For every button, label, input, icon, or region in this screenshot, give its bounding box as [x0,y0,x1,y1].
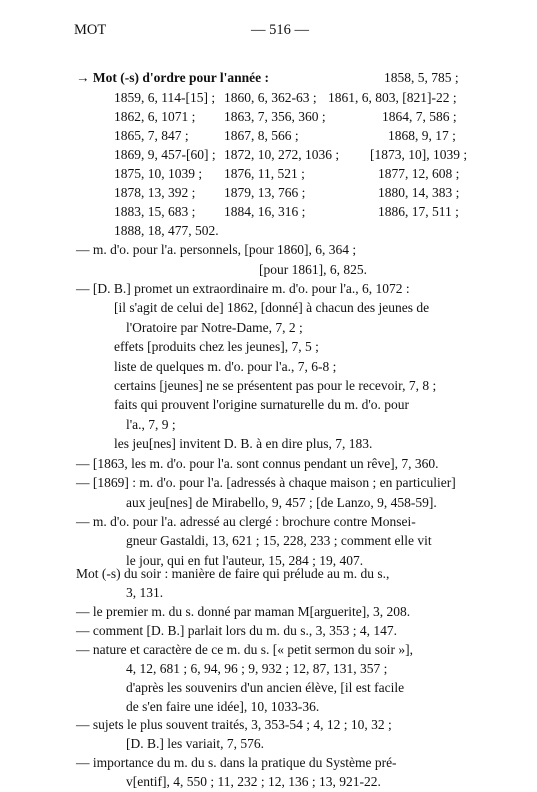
ref: 1862, 6, 1071 ; [114,109,196,124]
entry-line [0,715,537,735]
ref: 1878, 13, 392 ; [114,185,196,200]
entry-text: certains [jeunes] ne se présentent pas pour le recevoir, 7, 8 ; [114,378,437,393]
entry-headword: → Mot (-s) d'ordre pour l'année : [76,70,269,85]
ref: 1888, 18, 477, 502. [114,223,219,238]
ref: 1876, 11, 521 ; [224,166,305,181]
running-title: MOT [74,22,107,38]
ref: 1875, 10, 1039 ; [114,166,203,181]
entry-line [0,512,537,532]
entry-line [0,376,537,396]
ref: 1861, 6, 803, [821]-22 ; [328,90,457,105]
ref: 1865, 7, 847 ; [114,128,189,143]
entry-1863 [0,454,537,474]
ref-row [0,126,537,146]
entry-text: — m. d'o. pour l'a. personnels, [pour 1860], 6, 364 ; [76,242,357,257]
entry-text: l'Oratoire par Notre-Dame, 7, 2 ; [126,320,303,335]
entry-text: faits qui prouvent l'origine surnaturelle du m. d'o. pour [114,397,410,412]
entry-comment [0,621,537,641]
ref: 1868, 9, 17 ; [388,128,456,143]
entry-text: de s'en faire une idée], 10, 1033-36. [126,699,320,714]
entry-text: [il s'agit de celui de] 1862, [donné] à chacun des jeunes de [114,300,430,315]
entry-text: — le premier m. du s. donné par maman M[arguerite], 3, 208. [76,604,411,619]
entry-line [0,659,537,679]
entry-line [0,337,537,357]
entry-line [0,68,537,88]
entry-text: l'a., 7, 9 ; [126,417,176,432]
entry-text: [pour 1861], 6, 825. [259,262,367,277]
entry-text: — importance du m. du s. dans la pratique du Système pré- [76,755,397,770]
entry-text: — nature et caractère de ce m. du s. [« petit sermon du soir »], [76,642,413,657]
entry-text: — m. d'o. pour l'a. adressé au clergé : brochure contre Monsei- [76,514,416,529]
page-number: — 516 — [251,22,309,38]
entry-line [0,753,537,773]
entry-text: — [1863, les m. d'o. pour l'a. sont connus pendant un rêve], 7, 360. [76,456,439,471]
entry-line [0,531,537,551]
page-header [0,20,537,40]
ref: 1858, 5, 785 ; [384,70,459,85]
entry-line [0,260,537,280]
ref-row [0,202,537,222]
ref-row [0,221,537,241]
entry-premier [0,602,537,622]
ref: 1884, 16, 316 ; [224,204,306,219]
entry-text: v[entif], 4, 550 ; 11, 232 ; 12, 136 ; 13, 921-22. [126,774,381,789]
entry-text: d'après les souvenirs d'un ancien élève, [il est facile [126,680,405,695]
entry-line [0,318,537,338]
entry-line [0,473,537,493]
ref: 1869, 9, 457-[60] ; [114,147,216,162]
entry-line [0,395,537,415]
ref-row [0,88,537,108]
entry-headword: Mot (-s) du soir : manière de faire qui prélude au m. du s., [76,566,390,581]
entry-text: 4, 12, 681 ; 6, 94, 96 ; 9, 932 ; 12, 87, 131, 357 ; [126,661,388,676]
entry-line [0,493,537,513]
ref: 1879, 13, 766 ; [224,185,306,200]
entry-text: — sujets le plus souvent traités, 3, 353-54 ; 4, 12 ; 10, 32 ; [76,717,392,732]
ref: 1859, 6, 114-[15] ; [114,90,216,105]
ref: 1880, 14, 383 ; [378,185,460,200]
entry-text: 3, 131. [126,585,164,600]
entry-text: le jour, qui en fut l'auteur, 15, 284 ; 19, 407. [126,553,364,568]
entry-line [0,357,537,377]
entry-line [0,434,537,454]
entry-line [0,298,537,318]
entry-line [0,415,537,435]
entry-text: — [1869] : m. d'o. pour l'a. [adressés à chaque maison ; en particulier] [76,475,456,490]
entry-text: effets [produits chez les jeunes], 7, 5 ; [114,339,319,354]
entry-text: liste de quelques m. d'o. pour l'a., 7, 6-8 ; [114,359,337,374]
entry-line [0,640,537,660]
entry-text: — comment [D. B.] parlait lors du m. du s., 3, 353 ; 4, 147. [76,623,397,638]
ref-row [0,164,537,184]
ref-row [0,145,537,165]
ref: 1860, 6, 362-63 ; [224,90,317,105]
entry-text: les jeu[nes] invitent D. B. à en dire plus, 7, 183. [114,436,373,451]
entry-line [0,279,537,299]
entry-text: aux jeu[nes] de Mirabello, 9, 457 ; [de Lanzo, 9, 458-59]. [126,495,437,510]
entry-line [0,678,537,698]
ref-row [0,107,537,127]
entry-line [0,564,537,584]
ref: [1873, 10], 1039 ; [370,147,468,162]
ref-row [0,183,537,203]
ref: 1886, 17, 511 ; [378,204,459,219]
ref: 1877, 12, 608 ; [378,166,460,181]
ref: 1864, 7, 586 ; [382,109,457,124]
entry-line [0,583,537,603]
entry-text: — [D. B.] promet un extraordinaire m. d'o. pour l'a., 6, 1072 : [76,281,410,296]
ref: 1872, 10, 272, 1036 ; [224,147,340,162]
entry-line [0,734,537,754]
ref: 1867, 8, 566 ; [224,128,299,143]
entry-text: [D. B.] les variait, 7, 576. [126,736,264,751]
entry-line [0,697,537,717]
ref: 1863, 7, 356, 360 ; [224,109,326,124]
entry-text: gneur Gastaldi, 13, 621 ; 15, 228, 233 ; comment elle vit [126,533,432,548]
ref: 1883, 15, 683 ; [114,204,196,219]
entry-line [0,240,537,260]
entry-line-overflow [0,772,537,792]
